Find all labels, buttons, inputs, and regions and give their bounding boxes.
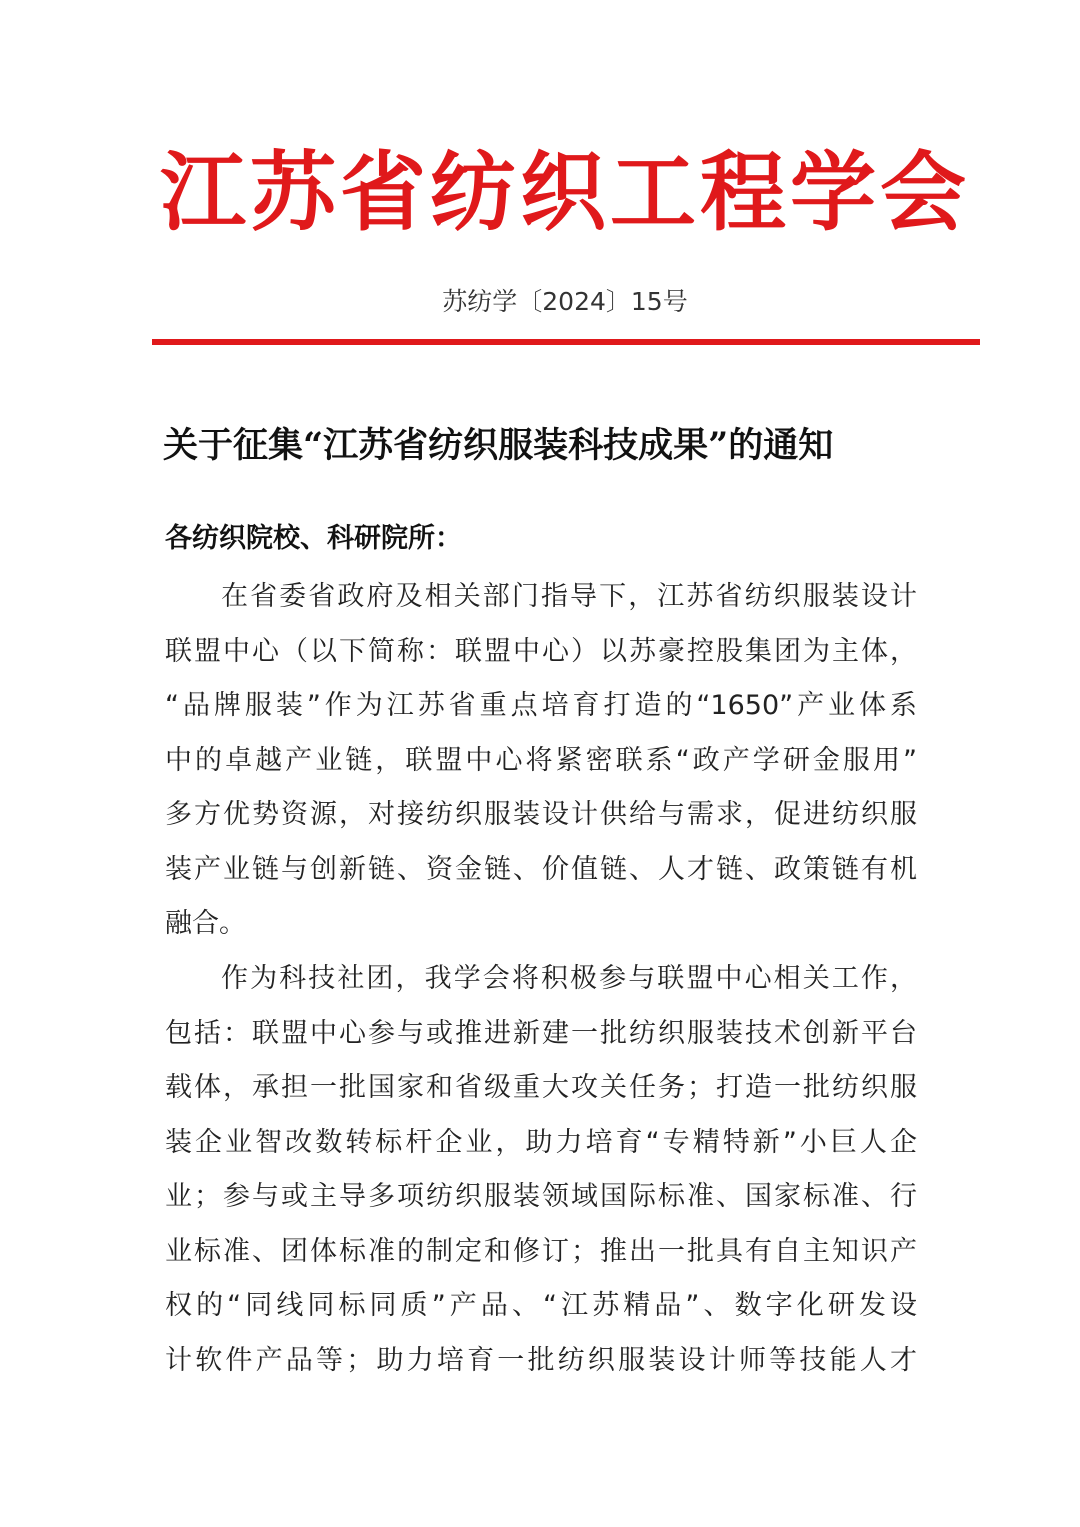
paragraph-line: 包括：联盟中心参与或推进新建一批纺织服装技术创新平台 [165,1017,917,1049]
paragraph-line: 载体，承担一批国家和省级重大攻关任务；打造一批纺织服 [165,1072,917,1103]
paragraph-line: 权的“同线同标同质”产品、“江苏精品”、数字化研发设 [165,1290,917,1321]
paragraph-line: “品牌服装”作为江苏省重点培育打造的“1650”产业体系 [165,690,917,721]
paragraph-line: 中的卓越产业链，联盟中心将紧密联系“政产学研金服用” [165,744,917,776]
paragraph-line: 计软件产品等；助力培育一批纺织服装设计师等技能人才 [165,1344,917,1376]
paragraph-line: 业标准、团体标准的制定和修订；推出一批具有自主知识产 [165,1235,917,1267]
paragraph-line: 装产业链与创新链、资金链、价值链、人才链、政策链有机 [165,853,917,885]
paragraph-line: 联盟中心（以下简称：联盟中心）以苏豪控股集团为主体， [165,635,917,667]
body-paragraph-1 [165,570,917,952]
document-title: 关于征集“江苏省纺织服装科技成果”的通知 [163,425,834,466]
paragraph-line: 作为科技社团，我学会将积极参与联盟中心相关工作， [221,963,917,994]
paragraph-line: 融合。 [165,908,246,939]
red-divider-rule [152,339,980,345]
document-number: 苏纺学〔2024〕15号 [442,287,688,316]
org-name-header: 江苏省纺织工程学会 [160,142,970,243]
paragraph-line: 多方优势资源，对接纺织服装设计供给与需求，促进纺织服 [165,799,917,830]
paragraph-line: 在省委省政府及相关部门指导下，江苏省纺织服装设计 [221,581,917,612]
body-paragraph-2 [165,952,917,1388]
paragraph-line: 业；参与或主导多项纺织服装领域国际标准、国家标准、行 [165,1181,917,1212]
paragraph-line: 装企业智改数转标杆企业，助力培育“专精特新”小巨人企 [165,1126,917,1158]
salutation: 各纺织院校、科研院所： [165,523,462,554]
